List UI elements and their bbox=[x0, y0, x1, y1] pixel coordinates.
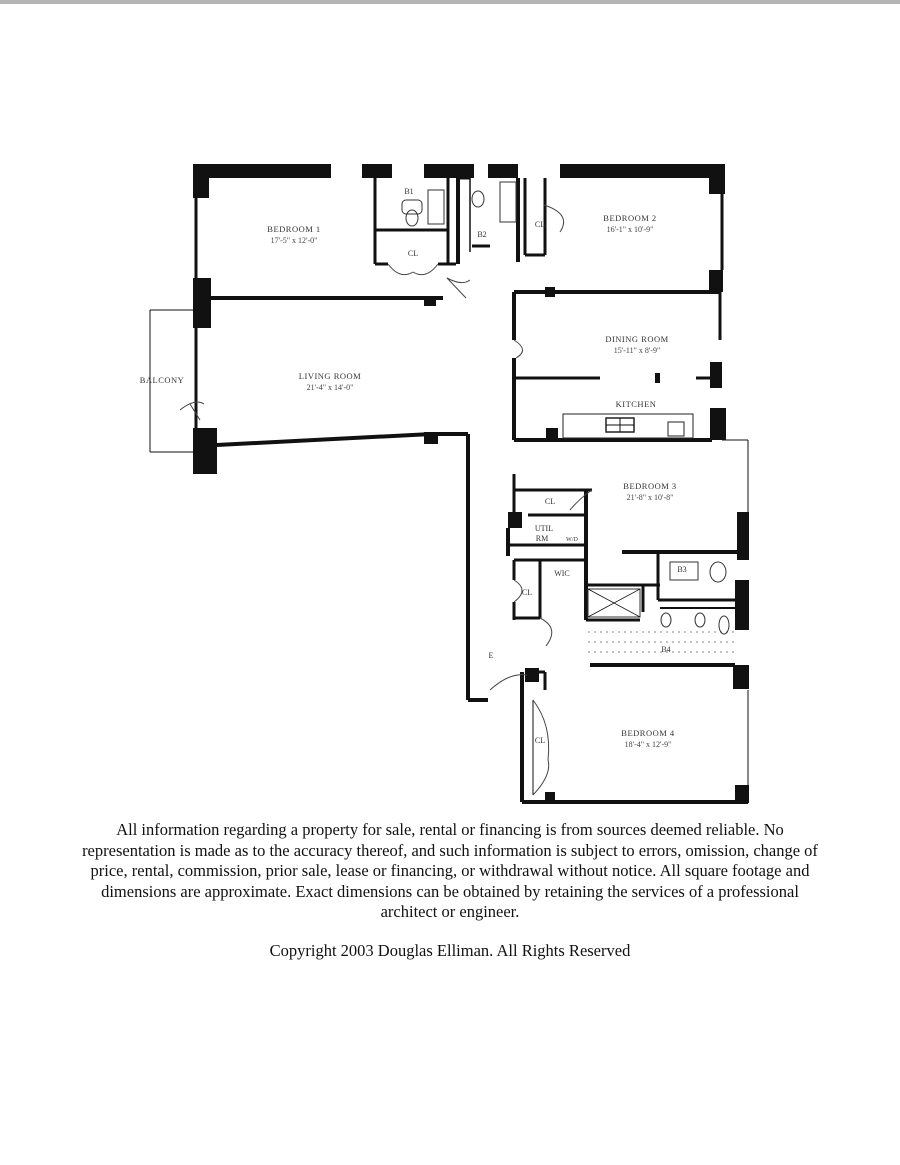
bath-b3-label: B3 bbox=[677, 565, 687, 574]
room-name-dining-room: DINING ROOM bbox=[605, 334, 669, 344]
util-room-label-line2: RM bbox=[535, 534, 549, 543]
balcony-label: BALCONY bbox=[139, 375, 185, 385]
room-dims-living-room: 21'-4" x 14'-0" bbox=[306, 383, 354, 392]
room-dims-dining-room: 15'-11" x 8'-9" bbox=[613, 346, 661, 355]
room-name-kitchen: KITCHEN bbox=[615, 399, 657, 409]
room-dims-bedroom-1: 17'-5" x 12'-0" bbox=[270, 236, 318, 245]
room-name-bedroom-3: BEDROOM 3 bbox=[623, 481, 677, 491]
disclaimer-text: All information regarding a property for sale, rental or financing is from sources deemed reliable. No representation is made as to the accuracy thereof, and such information is subject to errors, omission, change of price, rental, commission, prior sale, lease or financing, or withdrawal without notice. All square footage and dimensions are approximate. Exact dimensions can be obtained by retaining the services of a professional architect or engineer. bbox=[82, 820, 818, 921]
room-name-bedroom-4: BEDROOM 4 bbox=[621, 728, 675, 738]
copyright-text: Copyright 2003 Douglas Elliman. All Rights Reserved bbox=[269, 941, 631, 960]
room-name-bedroom-1: BEDROOM 1 bbox=[267, 224, 321, 234]
walk-in-closet-label: WIC bbox=[554, 569, 570, 578]
closet-bedroom-2-label: CL bbox=[534, 220, 546, 229]
closet-bedroom-4-label: CL bbox=[534, 736, 546, 745]
closet-hall-label: CL bbox=[521, 588, 533, 597]
bath-b2-label: B2 bbox=[477, 230, 487, 239]
util-room-label-line1: UTIL bbox=[534, 524, 554, 533]
room-dims-bedroom-4: 18'-4" x 12'-9" bbox=[624, 740, 672, 749]
washer-dryer-label: W/D bbox=[566, 537, 578, 543]
bath-b4-label: B4 bbox=[661, 645, 671, 654]
room-name-bedroom-2: BEDROOM 2 bbox=[603, 213, 657, 223]
room-dims-bedroom-3: 21'-8" x 10'-8" bbox=[626, 493, 674, 502]
closet-bedroom-3-label: CL bbox=[544, 497, 556, 506]
entry-label: E bbox=[488, 651, 494, 660]
bath-b1-label: B1 bbox=[404, 187, 414, 196]
room-dims-bedroom-2: 16'-1" x 10'-9" bbox=[606, 225, 654, 234]
closet-bedroom-1-label: CL bbox=[407, 249, 419, 258]
room-name-living-room: LIVING ROOM bbox=[298, 371, 362, 381]
